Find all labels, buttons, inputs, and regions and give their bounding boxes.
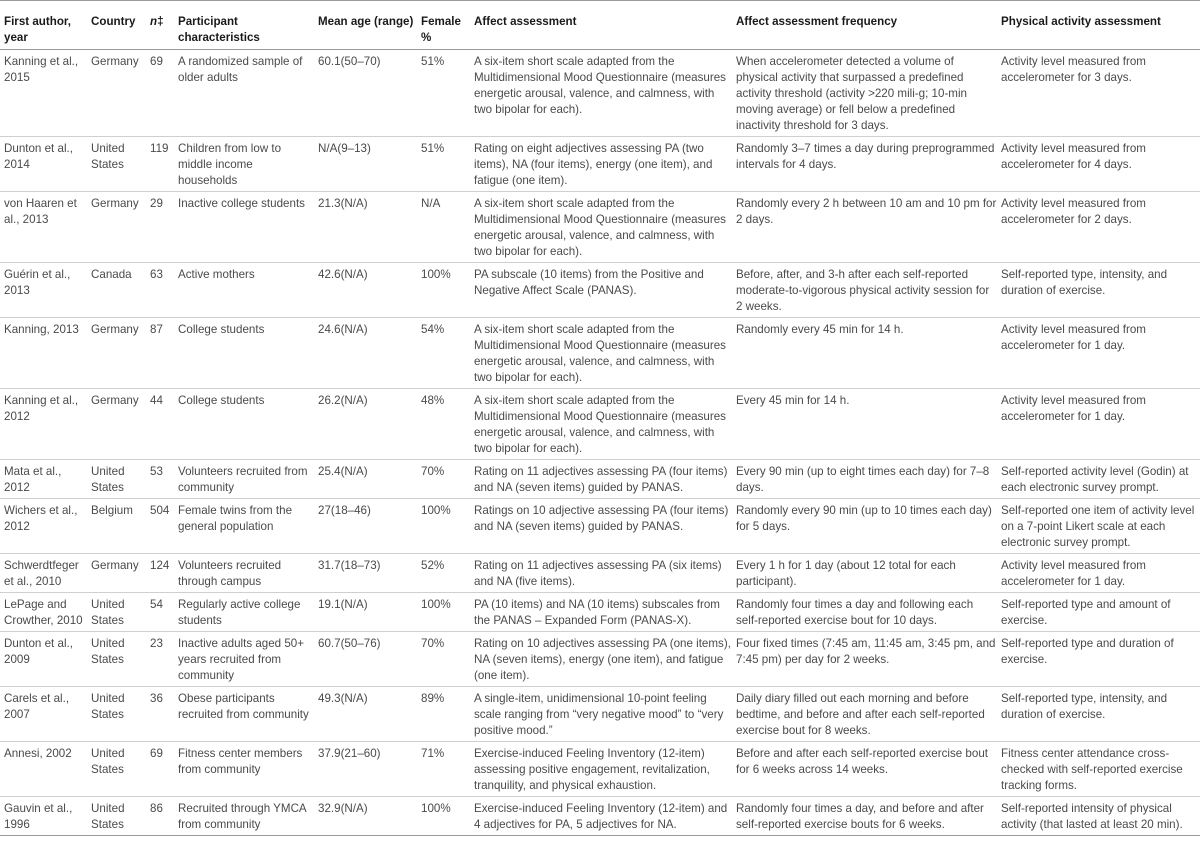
cell-participants: Regularly active college students — [174, 593, 314, 632]
cell-participants: College students — [174, 318, 314, 389]
header-frequency: Affect assessment frequency — [732, 1, 997, 50]
cell-age: 31.7(18–73) — [314, 554, 417, 593]
cell-n: 69 — [146, 742, 174, 797]
cell-n: 29 — [146, 192, 174, 263]
cell-n: 53 — [146, 460, 174, 499]
cell-age: 19.1(N/A) — [314, 593, 417, 632]
cell-country: United States — [87, 593, 146, 632]
cell-female: 51% — [417, 137, 470, 192]
cell-female: 48% — [417, 389, 470, 460]
cell-n: 87 — [146, 318, 174, 389]
cell-pa: Activity level measured from accelerometer for 4 days. — [997, 137, 1200, 192]
cell-n: 63 — [146, 263, 174, 318]
table-row — [0, 137, 1200, 192]
cell-author: Wichers et al., 2012 — [0, 499, 87, 554]
cell-frequency: Randomly every 45 min for 14 h. — [732, 318, 997, 389]
cell-n: 124 — [146, 554, 174, 593]
cell-affect: Rating on 11 adjectives assessing PA (four items) and NA (seven items) guided by PANAS. — [470, 460, 732, 499]
header-n-letter: n — [150, 15, 158, 28]
cell-country: United States — [87, 632, 146, 687]
cell-country: United States — [87, 742, 146, 797]
table-row — [0, 742, 1200, 797]
cell-pa: Activity level measured from accelerometer for 1 day. — [997, 554, 1200, 593]
cell-age: 32.9(N/A) — [314, 797, 417, 836]
cell-frequency: Randomly four times a day and following each self-reported exercise bout for 10 days. — [732, 593, 997, 632]
cell-affect: A single-item, unidimensional 10-point feeling scale ranging from “very negative mood” to “very positive mood.” — [470, 687, 732, 742]
cell-country: United States — [87, 460, 146, 499]
cell-participants: Recruited through YMCA from community — [174, 797, 314, 836]
cell-country: United States — [87, 137, 146, 192]
cell-female: 100% — [417, 797, 470, 836]
cell-age: 42.6(N/A) — [314, 263, 417, 318]
cell-frequency: Every 1 h for 1 day (about 12 total for each participant). — [732, 554, 997, 593]
cell-country: Germany — [87, 192, 146, 263]
cell-affect: A six-item short scale adapted from the Multidimensional Mood Questionnaire (measures energetic arousal, valence, and calmness, with two bipolar for each). — [470, 192, 732, 263]
table-row — [0, 318, 1200, 389]
cell-participants: Fitness center members from community — [174, 742, 314, 797]
cell-age: 21.3(N/A) — [314, 192, 417, 263]
cell-author: Carels et al., 2007 — [0, 687, 87, 742]
header-age: Mean age (range) — [314, 1, 417, 50]
cell-pa: Self-reported intensity of physical activity (that lasted at least 20 min). — [997, 797, 1200, 836]
cell-affect: Rating on 10 adjectives assessing PA (one items), NA (seven items), energy (one item), and fatigue (one item). — [470, 632, 732, 687]
cell-affect: PA (10 items) and NA (10 items) subscales from the PANAS – Expanded Form (PANAS-X). — [470, 593, 732, 632]
cell-frequency: Randomly four times a day, and before and after self-reported exercise bouts for 6 weeks. — [732, 797, 997, 836]
cell-frequency: Before and after each self-reported exercise bout for 6 weeks across 14 weeks. — [732, 742, 997, 797]
cell-age: 27(18–46) — [314, 499, 417, 554]
cell-country: Germany — [87, 554, 146, 593]
cell-female: 100% — [417, 263, 470, 318]
cell-participants: Female twins from the general population — [174, 499, 314, 554]
cell-frequency: Four fixed times (7:45 am, 11:45 am, 3:45 pm, and 7:45 pm) per day for 2 weeks. — [732, 632, 997, 687]
table-row — [0, 632, 1200, 687]
cell-frequency: Before, after, and 3-h after each self-reported moderate-to-vigorous physical activity session for 2 weeks. — [732, 263, 997, 318]
table-row — [0, 687, 1200, 742]
cell-affect: Exercise-induced Feeling Inventory (12-item) and 4 adjectives for PA, 5 adjectives for NA. — [470, 797, 732, 836]
cell-pa: Activity level measured from accelerometer for 1 day. — [997, 318, 1200, 389]
cell-female: 51% — [417, 50, 470, 137]
cell-participants: Inactive adults aged 50+ years recruited from community — [174, 632, 314, 687]
cell-author: Kanning, 2013 — [0, 318, 87, 389]
cell-n: 23 — [146, 632, 174, 687]
header-affect: Affect assessment — [470, 1, 732, 50]
cell-pa: Fitness center attendance cross-checked with self-reported exercise tracking forms. — [997, 742, 1200, 797]
cell-author: Dunton et al., 2014 — [0, 137, 87, 192]
cell-pa: Activity level measured from accelerometer for 1 day. — [997, 389, 1200, 460]
cell-frequency: Randomly every 90 min (up to 10 times each day) for 5 days. — [732, 499, 997, 554]
cell-participants: A randomized sample of older adults — [174, 50, 314, 137]
cell-frequency: When accelerometer detected a volume of physical activity that surpassed a predefined activity threshold (activity >220 mili-g; 10-min moving average) or fell below a predefined inactivity threshold for 3 days. — [732, 50, 997, 137]
cell-female: 89% — [417, 687, 470, 742]
cell-affect: Exercise-induced Feeling Inventory (12-item) assessing positive engagement, revitalization, tranquility, and physical exhaustion. — [470, 742, 732, 797]
header-n — [146, 1, 174, 50]
cell-author: Kanning et al., 2012 — [0, 389, 87, 460]
cell-frequency: Every 90 min (up to eight times each day) for 7–8 days. — [732, 460, 997, 499]
table-row — [0, 50, 1200, 137]
cell-age: 49.3(N/A) — [314, 687, 417, 742]
cell-affect: Ratings on 10 adjective assessing PA (four items) and NA (seven items) guided by PANAS. — [470, 499, 732, 554]
cell-affect: Rating on 11 adjectives assessing PA (six items) and NA (five items). — [470, 554, 732, 593]
table-row — [0, 389, 1200, 460]
cell-author: Dunton et al., 2009 — [0, 632, 87, 687]
cell-participants: Volunteers recruited from community — [174, 460, 314, 499]
cell-affect: PA subscale (10 items) from the Positive and Negative Affect Scale (PANAS). — [470, 263, 732, 318]
header-country: Country — [87, 1, 146, 50]
cell-author: von Haaren et al., 2013 — [0, 192, 87, 263]
cell-female: 100% — [417, 499, 470, 554]
cell-author: Kanning et al., 2015 — [0, 50, 87, 137]
cell-female: N/A — [417, 192, 470, 263]
table-row — [0, 797, 1200, 836]
cell-affect: A six-item short scale adapted from the Multidimensional Mood Questionnaire (measures energetic arousal, valence, and calmness, with two bipolar for each). — [470, 50, 732, 137]
cell-female: 100% — [417, 593, 470, 632]
cell-pa: Self-reported type, intensity, and duration of exercise. — [997, 263, 1200, 318]
cell-pa: Activity level measured from accelerometer for 2 days. — [997, 192, 1200, 263]
cell-female: 54% — [417, 318, 470, 389]
table-body — [0, 50, 1200, 836]
cell-pa: Self-reported one item of activity level on a 7-point Likert scale at each electronic survey prompt. — [997, 499, 1200, 554]
cell-age: 60.1(50–70) — [314, 50, 417, 137]
cell-female: 70% — [417, 460, 470, 499]
cell-author: Mata et al., 2012 — [0, 460, 87, 499]
cell-author: Guérin et al., 2013 — [0, 263, 87, 318]
cell-affect: A six-item short scale adapted from the Multidimensional Mood Questionnaire (measures energetic arousal, valence, and calmness, with two bipolar for each). — [470, 318, 732, 389]
cell-n: 36 — [146, 687, 174, 742]
cell-frequency: Randomly 3–7 times a day during preprogrammed intervals for 4 days. — [732, 137, 997, 192]
table-row — [0, 554, 1200, 593]
table-row — [0, 460, 1200, 499]
table-row — [0, 263, 1200, 318]
header-author: First author, year — [0, 1, 87, 50]
cell-n: 504 — [146, 499, 174, 554]
cell-country: Germany — [87, 318, 146, 389]
header-participants: Participant characteristics — [174, 1, 314, 50]
cell-frequency: Daily diary filled out each morning and before bedtime, and before and after each self-reported exercise bout for 8 weeks. — [732, 687, 997, 742]
cell-pa: Self-reported type, intensity, and duration of exercise. — [997, 687, 1200, 742]
cell-pa: Self-reported activity level (Godin) at each electronic survey prompt. — [997, 460, 1200, 499]
cell-frequency: Every 45 min for 14 h. — [732, 389, 997, 460]
cell-country: Germany — [87, 389, 146, 460]
cell-participants: Obese participants recruited from community — [174, 687, 314, 742]
cell-age: 25.4(N/A) — [314, 460, 417, 499]
table-row — [0, 499, 1200, 554]
table-row — [0, 192, 1200, 263]
cell-age: 24.6(N/A) — [314, 318, 417, 389]
cell-pa: Activity level measured from accelerometer for 3 days. — [997, 50, 1200, 137]
cell-country: United States — [87, 797, 146, 836]
cell-author: LePage and Crowther, 2010 — [0, 593, 87, 632]
cell-participants: Active mothers — [174, 263, 314, 318]
header-row — [0, 1, 1200, 50]
cell-female: 71% — [417, 742, 470, 797]
header-female: Female % — [417, 1, 470, 50]
cell-n: 119 — [146, 137, 174, 192]
cell-n: 69 — [146, 50, 174, 137]
cell-pa: Self-reported type and duration of exercise. — [997, 632, 1200, 687]
cell-frequency: Randomly every 2 h between 10 am and 10 pm for 2 days. — [732, 192, 997, 263]
cell-affect: Rating on eight adjectives assessing PA (two items), NA (four items), energy (one item), and fatigue (one item). — [470, 137, 732, 192]
cell-country: Belgium — [87, 499, 146, 554]
cell-country: Germany — [87, 50, 146, 137]
cell-country: United States — [87, 687, 146, 742]
cell-author: Annesi, 2002 — [0, 742, 87, 797]
header-n-mark: ‡ — [157, 15, 164, 28]
cell-participants: Volunteers recruited through campus — [174, 554, 314, 593]
cell-author: Gauvin et al., 1996 — [0, 797, 87, 836]
cell-n: 44 — [146, 389, 174, 460]
cell-participants: Children from low to middle income households — [174, 137, 314, 192]
cell-pa: Self-reported type and amount of exercise. — [997, 593, 1200, 632]
cell-female: 70% — [417, 632, 470, 687]
header-pa: Physical activity assessment — [997, 1, 1200, 50]
cell-author: Schwerdtfeger et al., 2010 — [0, 554, 87, 593]
cell-age: 37.9(21–60) — [314, 742, 417, 797]
cell-affect: A six-item short scale adapted from the Multidimensional Mood Questionnaire (measures energetic arousal, valence, and calmness, with two bipolar for each). — [470, 389, 732, 460]
cell-n: 86 — [146, 797, 174, 836]
table-row — [0, 593, 1200, 632]
cell-age: 26.2(N/A) — [314, 389, 417, 460]
cell-female: 52% — [417, 554, 470, 593]
cell-age: 60.7(50–76) — [314, 632, 417, 687]
cell-country: Canada — [87, 263, 146, 318]
cell-participants: Inactive college students — [174, 192, 314, 263]
cell-n: 54 — [146, 593, 174, 632]
cell-participants: College students — [174, 389, 314, 460]
cell-age: N/A(9–13) — [314, 137, 417, 192]
